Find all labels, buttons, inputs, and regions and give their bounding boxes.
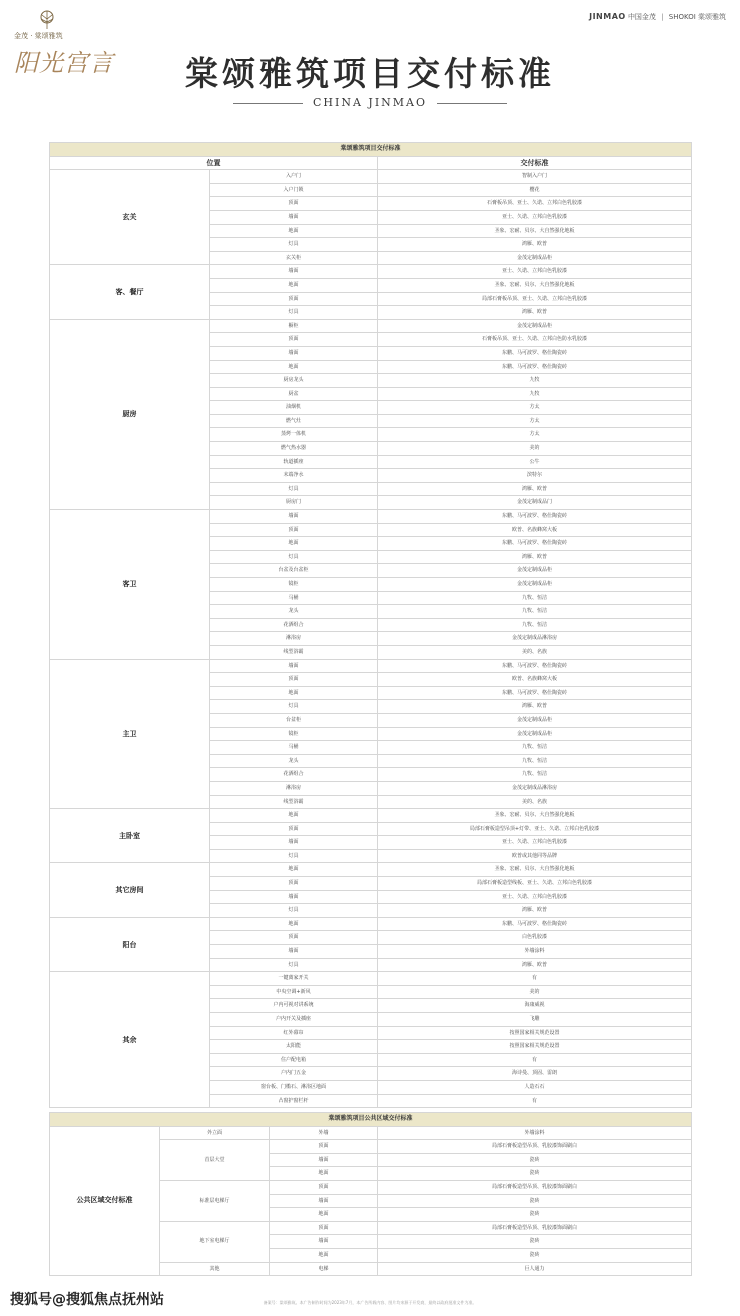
part-name: 顶面 xyxy=(270,1221,378,1235)
item-name: 地面 xyxy=(210,686,378,700)
item-standard: 外墙涂料 xyxy=(378,945,692,959)
item-name: 淋浴房 xyxy=(210,632,378,646)
part-name: 地面 xyxy=(270,1167,378,1181)
item-name: 一键离家开关 xyxy=(210,972,378,986)
item-name: 燃气灶 xyxy=(210,414,378,428)
part-name: 墙面 xyxy=(270,1153,378,1167)
item-standard: 金茂定制成品柜 xyxy=(378,319,692,333)
group-label: 厨房 xyxy=(50,319,210,509)
item-standard: 鸿雁、欧普 xyxy=(378,306,692,320)
item-name: 龙头 xyxy=(210,605,378,619)
item-name: 顶面 xyxy=(210,877,378,891)
item-name: 顶面 xyxy=(210,822,378,836)
item-name: 镜柜 xyxy=(210,578,378,592)
item-standard: 金茂定制成品柜 xyxy=(378,578,692,592)
part-standard: 瓷砖 xyxy=(378,1208,692,1222)
item-name: 入户门锁 xyxy=(210,183,378,197)
item-standard: 东鹏、马可波罗、格仕陶瓷砖 xyxy=(378,537,692,551)
item-standard: 局部石膏板造型线板、亚士、久诺、立邦白色乳胶漆 xyxy=(378,877,692,891)
item-name: 灯具 xyxy=(210,482,378,496)
item-name: 马桶 xyxy=(210,591,378,605)
part-standard: 巨人通力 xyxy=(378,1262,692,1276)
item-name: 顶面 xyxy=(210,673,378,687)
item-standard: 有 xyxy=(378,1053,692,1067)
item-standard: 亚士、久诺、立邦白色乳胶漆 xyxy=(378,210,692,224)
item-name: 厨房龙头 xyxy=(210,374,378,388)
subtitle xyxy=(0,96,740,109)
table-row xyxy=(50,809,692,823)
footnote: 备案号：棠颂雅筑。本广告制作时间为2023年7月，本广告所载内容、图片均来源于开发商，最终以政府批准文件为准。 xyxy=(263,1300,477,1305)
item-name: 燃气热水器 xyxy=(210,442,378,456)
part-name: 顶面 xyxy=(270,1140,378,1154)
item-name: 轨道插座 xyxy=(210,455,378,469)
item-name: 龙头 xyxy=(210,754,378,768)
column-header-standard: 交付标准 xyxy=(378,156,692,170)
item-standard: 九牧、恒洁 xyxy=(378,605,692,619)
item-standard: 圣象、宏耐、贝尔、大自然强化地板 xyxy=(378,863,692,877)
item-standard: 鸿雁、欧普 xyxy=(378,238,692,252)
item-standard: 东鹏、马可波罗、格仕陶瓷砖 xyxy=(378,360,692,374)
area-name: 首层大堂 xyxy=(160,1140,270,1181)
item-standard: 欧普、名族蜂窝大板 xyxy=(378,523,692,537)
group-label: 其它房间 xyxy=(50,863,210,917)
item-standard: 海诗曼、顶固、雷朗 xyxy=(378,1067,692,1081)
item-name: 顶面 xyxy=(210,197,378,211)
item-standard: 金茂定制成品柜 xyxy=(378,251,692,265)
item-name: 灯具 xyxy=(210,849,378,863)
page-title: 棠颂雅筑项目交付标准 xyxy=(185,54,555,93)
item-name: 灯具 xyxy=(210,306,378,320)
item-name: 户内门五金 xyxy=(210,1067,378,1081)
item-standard: 金茂定制成品柜 xyxy=(378,713,692,727)
table-row xyxy=(50,917,692,931)
part-name: 墙面 xyxy=(270,1194,378,1208)
table-row xyxy=(50,265,692,279)
item-name: 花洒组合 xyxy=(210,618,378,632)
item-name: 顶面 xyxy=(210,931,378,945)
item-standard: 人造石石 xyxy=(378,1080,692,1094)
brand-small-text: 金茂 · 棠颂雅筑 xyxy=(14,32,63,40)
item-standard: 方太 xyxy=(378,428,692,442)
part-name: 外墙 xyxy=(270,1126,378,1140)
item-name: 地面 xyxy=(210,809,378,823)
item-standard: 鸿雁、欧普 xyxy=(378,904,692,918)
public-area-standard-table xyxy=(49,1112,692,1276)
table-row xyxy=(50,659,692,673)
item-standard: 金茂定制成品淋浴房 xyxy=(378,632,692,646)
item-name: 线型浴霸 xyxy=(210,645,378,659)
item-standard: 白色乳胶漆 xyxy=(378,931,692,945)
table-row xyxy=(50,1126,692,1140)
item-standard: 有 xyxy=(378,972,692,986)
group-label: 公共区域交付标准 xyxy=(50,1126,160,1276)
item-standard: 圣象、宏耐、贝尔、大自然强化地板 xyxy=(378,278,692,292)
item-name: 末端净水 xyxy=(210,469,378,483)
jinmao-cn: 中国金茂 xyxy=(627,13,656,21)
item-name: 地面 xyxy=(210,224,378,238)
item-standard: 有 xyxy=(378,1094,692,1108)
item-standard: 局部石膏板造型吊顶+灯带、亚士、久诺、立邦白色乳胶漆 xyxy=(378,822,692,836)
area-name: 地下室电梯厅 xyxy=(160,1221,270,1262)
item-name: 线型浴霸 xyxy=(210,795,378,809)
table-title: 棠颂雅筑项目公共区域交付标准 xyxy=(50,1113,692,1127)
item-name: 马桶 xyxy=(210,741,378,755)
part-standard: 局部石膏板造型吊顶、乳胶漆饰面刷白 xyxy=(378,1221,692,1235)
table-row xyxy=(50,319,692,333)
part-name: 顶面 xyxy=(270,1180,378,1194)
item-name: 顶面 xyxy=(210,523,378,537)
item-name: 墙面 xyxy=(210,210,378,224)
part-standard: 外墙涂料 xyxy=(378,1126,692,1140)
item-standard: 按照国家相关规范设置 xyxy=(378,1040,692,1054)
part-standard: 瓷砖 xyxy=(378,1194,692,1208)
partner-logo: SHOKOI 棠颂雅筑 xyxy=(668,13,726,21)
part-name: 电梯 xyxy=(270,1262,378,1276)
item-name: 灯具 xyxy=(210,904,378,918)
project-logo: 阳光宫言 xyxy=(14,49,114,77)
table-row xyxy=(50,863,692,877)
item-name: 厨盆 xyxy=(210,387,378,401)
item-standard: 九牧 xyxy=(378,387,692,401)
item-standard: 美的、名族 xyxy=(378,645,692,659)
item-standard: 九牧、恒洁 xyxy=(378,754,692,768)
item-standard: 鸿雁、欧普 xyxy=(378,700,692,714)
item-standard: 九牧、恒洁 xyxy=(378,618,692,632)
area-name: 其他 xyxy=(160,1262,270,1276)
delivery-standard-table xyxy=(49,142,692,1108)
item-name: 凸窗护窗栏杆 xyxy=(210,1094,378,1108)
part-name: 地面 xyxy=(270,1248,378,1262)
item-standard: 九牧、恒洁 xyxy=(378,741,692,755)
group-label: 客、餐厅 xyxy=(50,265,210,319)
item-standard: 东鹏、马可波罗、格仕陶瓷砖 xyxy=(378,659,692,673)
item-standard: 局部石膏板吊顶、亚士、久诺、立邦白色乳胶漆 xyxy=(378,292,692,306)
column-header-location: 位置 xyxy=(50,156,378,170)
item-standard: 智制入户门 xyxy=(378,170,692,184)
item-standard: 鸿雁、欧普 xyxy=(378,550,692,564)
item-name: 入户门 xyxy=(210,170,378,184)
item-standard: 九牧 xyxy=(378,374,692,388)
item-name: 橱柜 xyxy=(210,319,378,333)
item-standard: 亚士、久诺、立邦白色乳胶漆 xyxy=(378,890,692,904)
item-standard: 圣象、宏耐、贝尔、大自然强化地板 xyxy=(378,809,692,823)
item-name: 顶面 xyxy=(210,333,378,347)
item-standard: 东鹏、马可波罗、格仕陶瓷砖 xyxy=(378,917,692,931)
tree-icon xyxy=(36,10,58,30)
item-standard: 方太 xyxy=(378,401,692,415)
item-name: 地面 xyxy=(210,917,378,931)
item-name: 墙面 xyxy=(210,836,378,850)
item-standard: 樱花 xyxy=(378,183,692,197)
part-standard: 瓷砖 xyxy=(378,1248,692,1262)
item-standard: 鸿雁、欧普 xyxy=(378,958,692,972)
item-name: 镜柜 xyxy=(210,727,378,741)
item-name: 台盆柜 xyxy=(210,713,378,727)
table-row xyxy=(50,972,692,986)
group-label: 客卫 xyxy=(50,510,210,660)
item-standard: 石膏板吊顶、亚士、久诺、立邦白色防水乳胶漆 xyxy=(378,333,692,347)
part-name: 墙面 xyxy=(270,1235,378,1249)
part-name: 地面 xyxy=(270,1208,378,1222)
item-name: 灯具 xyxy=(210,238,378,252)
table-row xyxy=(50,510,692,524)
area-name: 外立面 xyxy=(160,1126,270,1140)
item-name: 地面 xyxy=(210,278,378,292)
item-standard: 金茂定制成品柜 xyxy=(378,727,692,741)
item-name: 户内可视对讲系统 xyxy=(210,999,378,1013)
item-name: 厨房门 xyxy=(210,496,378,510)
item-name: 顶面 xyxy=(210,292,378,306)
item-name: 台盆及台盆柜 xyxy=(210,564,378,578)
group-label: 其余 xyxy=(50,972,210,1108)
item-name: 墙面 xyxy=(210,890,378,904)
item-name: 花洒组合 xyxy=(210,768,378,782)
table-title: 棠颂雅筑项目交付标准 xyxy=(50,143,692,157)
item-standard: 东鹏、马可波罗、格仕陶瓷砖 xyxy=(378,346,692,360)
part-standard: 瓷砖 xyxy=(378,1235,692,1249)
item-standard: 美的 xyxy=(378,985,692,999)
item-standard: 方太 xyxy=(378,414,692,428)
part-standard: 瓷砖 xyxy=(378,1153,692,1167)
item-standard: 金茂定制成品淋浴房 xyxy=(378,781,692,795)
item-standard: 公牛 xyxy=(378,455,692,469)
item-standard: 鸿雁、欧普 xyxy=(378,482,692,496)
part-standard: 局部石膏板造型吊顶、乳胶漆饰面刷白 xyxy=(378,1180,692,1194)
item-standard: 亚士、久诺、立邦白色乳胶漆 xyxy=(378,265,692,279)
group-label: 主卫 xyxy=(50,659,210,809)
item-name: 中央空调+新风 xyxy=(210,985,378,999)
item-name: 地面 xyxy=(210,360,378,374)
item-standard: 九牧、恒洁 xyxy=(378,768,692,782)
item-standard: 东鹏、马可波罗、格仕陶瓷砖 xyxy=(378,510,692,524)
item-name: 墙面 xyxy=(210,945,378,959)
item-standard: 九牧、恒洁 xyxy=(378,591,692,605)
part-standard: 局部石膏板造型吊顶、乳胶漆饰面刷白 xyxy=(378,1140,692,1154)
item-name: 户内开关及插座 xyxy=(210,1013,378,1027)
item-standard: 海康威视 xyxy=(378,999,692,1013)
item-name: 地面 xyxy=(210,863,378,877)
item-name: 红外幕帘 xyxy=(210,1026,378,1040)
item-standard: 美的 xyxy=(378,442,692,456)
item-name: 淋浴房 xyxy=(210,781,378,795)
item-standard: 金茂定制成品柜 xyxy=(378,564,692,578)
item-standard: 金茂定制成品门 xyxy=(378,496,692,510)
group-label: 阳台 xyxy=(50,917,210,971)
item-name: 太阳能 xyxy=(210,1040,378,1054)
item-name: 玄关柜 xyxy=(210,251,378,265)
item-standard: 东鹏、马可波罗、格仕陶瓷砖 xyxy=(378,686,692,700)
item-standard: 滨特尔 xyxy=(378,469,692,483)
item-standard: 欧普、名族蜂窝大板 xyxy=(378,673,692,687)
jinmao-logo: JINMAO xyxy=(589,12,626,21)
item-standard: 亚士、久诺、立邦白色乳胶漆 xyxy=(378,836,692,850)
item-name: 油烟机 xyxy=(210,401,378,415)
item-standard: 美的、名族 xyxy=(378,795,692,809)
table-row xyxy=(50,170,692,184)
item-standard: 欧普或其他同等品牌 xyxy=(378,849,692,863)
item-name: 墙面 xyxy=(210,659,378,673)
item-standard: 按照国家相关规范设置 xyxy=(378,1026,692,1040)
item-name: 墙面 xyxy=(210,510,378,524)
area-name: 标准层电梯厅 xyxy=(160,1180,270,1221)
item-standard: 石膏板吊顶、亚士、久诺、立邦白色乳胶漆 xyxy=(378,197,692,211)
watermark: 搜狐号@搜狐焦点抚州站 xyxy=(10,1292,164,1308)
item-name: 灯具 xyxy=(210,700,378,714)
item-name: 住户配电箱 xyxy=(210,1053,378,1067)
group-label: 主卧室 xyxy=(50,809,210,863)
item-name: 地面 xyxy=(210,537,378,551)
item-name: 灯具 xyxy=(210,550,378,564)
subtitle-text: CHINA JINMAO xyxy=(312,96,428,109)
item-name: 灯具 xyxy=(210,958,378,972)
brand-right-block: JINMAO 中国金茂 | SHOKOI 棠颂雅筑 xyxy=(589,12,726,21)
item-standard: 飞雕 xyxy=(378,1013,692,1027)
item-standard: 圣象、宏耐、贝尔、大自然强化地板 xyxy=(378,224,692,238)
item-name: 蒸烤一体机 xyxy=(210,428,378,442)
group-label: 玄关 xyxy=(50,170,210,265)
item-name: 墙面 xyxy=(210,346,378,360)
item-name: 墙面 xyxy=(210,265,378,279)
item-name: 窗台板、门槛石、淋浴区地面 xyxy=(210,1080,378,1094)
part-standard: 瓷砖 xyxy=(378,1167,692,1181)
